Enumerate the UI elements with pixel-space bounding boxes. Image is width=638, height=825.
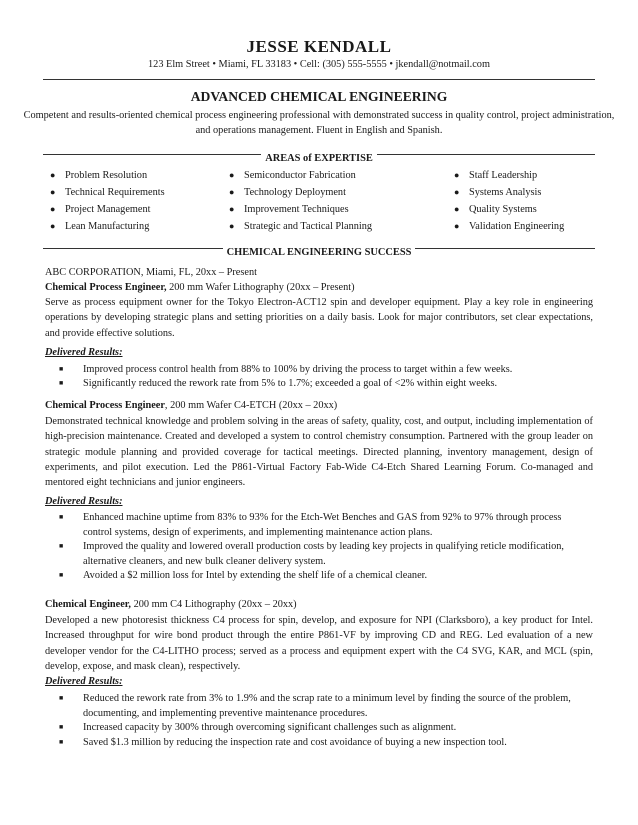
job-description: Serve as process equipment owner for the Tokyo Electron-ACT12 spin and developer equipment. Play a key role in engineering operations by developing strategic plans and setting priorities on a daily basis. Look for major contributors, set clear expectations, and provide effective solutions. [45, 297, 593, 339]
headline: ADVANCED CHEMICAL ENGINEERING [190, 89, 448, 104]
list-item: ● Validation Engineering [454, 218, 564, 235]
bullet-icon: ● [229, 170, 235, 180]
bullet-icon: ● [229, 204, 235, 214]
list-item: ● Project Management [50, 201, 165, 218]
bullet-icon: ● [50, 170, 56, 180]
square-bullet-icon: ■ [59, 365, 64, 373]
job-role: Chemical Process Engineer, [45, 282, 167, 293]
square-bullet-icon: ■ [59, 694, 64, 702]
delivered-results-label: Delivered Results: [45, 496, 123, 507]
job-detail: , 200 mm Wafer C4-ETCH (20xx – 20xx) [164, 400, 338, 411]
list-item: ● Technology Deployment [229, 184, 372, 201]
square-bullet-icon: ■ [59, 738, 64, 746]
bullet-icon: ● [50, 221, 56, 231]
candidate-name: JESSE KENDALL [246, 37, 392, 56]
list-item: ■ Increased capacity by 300% through overcoming significant challenges such as alignment. [83, 720, 593, 735]
job-description: Demonstrated technical knowledge and problem solving in the areas of safety, quality, cost, and output, including implementation of high-precision maintenance. Created and developed a system to control chemistry consumption. Partnered with the group leader on strategic module planning and provided coverage for tactical meetings. Directed planning, inventory management, design of experiments, and pilot execution. Led the P861-Virtual Factory Fab-Wide C4-Etch Shared Learning Forum. Co-managed and mentored eight technicians and junior engineers. [45, 416, 593, 489]
bullet-icon: ● [50, 204, 56, 214]
list-item: ■ Improved the quality and lowered overall production costs by leading key projects in qualifying reticle modification, alternative cleaners, and new bulk cleaner delivery system. [59, 541, 564, 568]
job-role: Chemical Process Engineer [45, 400, 165, 411]
list-item: ■ Avoided a $2 million loss for Intel by extending the shelf life of a chemical cleaner. [83, 568, 593, 583]
list-item: ■ Saved $1.3 million by reducing the inspection rate and cost avoidance of buying a new inspection tool. [83, 735, 593, 750]
contact-line: 123 Elm Street • Miami, FL 33183 • Cell: (305) 555-5555 • jkendall@notmail.com [148, 59, 490, 70]
job-detail: 200 mm Wafer Lithography (20xx – Present) [166, 282, 355, 293]
list-item: ● Improvement Techniques [229, 201, 372, 218]
list-item: ● Quality Systems [454, 201, 564, 218]
list-item: ● Staff Leadership [454, 167, 564, 184]
expertise-column-2 [229, 167, 372, 235]
bullet-icon: ● [454, 204, 460, 214]
square-bullet-icon: ■ [59, 723, 64, 731]
list-item: ■ Enhanced machine uptime from 83% to 93% for the Etch-Wet Benches and GAS from 92% to 97% through process control systems, design of experiments, and implementing maintenance action plans. [59, 512, 562, 539]
bullet-icon: ● [229, 187, 235, 197]
company-line: ABC CORPORATION, Miami, FL, 20xx – Present [45, 267, 257, 278]
expertise-heading: AREAS of EXPERTISE [261, 153, 377, 164]
list-item: ● Problem Resolution [50, 167, 165, 184]
list-item: ● Technical Requirements [50, 184, 165, 201]
bullet-icon: ● [454, 170, 460, 180]
bullet-icon: ● [50, 187, 56, 197]
list-item: ● Systems Analysis [454, 184, 564, 201]
list-item: ● Strategic and Tactical Planning [229, 218, 372, 235]
expertise-column-3 [454, 167, 564, 235]
header-divider [43, 79, 595, 80]
square-bullet-icon: ■ [59, 571, 64, 579]
bullet-icon: ● [229, 221, 235, 231]
square-bullet-icon: ■ [59, 542, 64, 550]
delivered-results-label: Delivered Results: [45, 347, 123, 358]
list-item: ■ Improved process control health from 88% to 100% by driving the process to target within a few weeks. [83, 362, 593, 377]
expertise-column-1 [50, 167, 165, 235]
job-title-line [45, 597, 297, 612]
square-bullet-icon: ■ [59, 379, 64, 387]
list-item: ■ Significantly reduced the rework rate from 5% to 1.7%; exceeded a goal of <2% within eight weeks. [83, 376, 593, 391]
summary-paragraph: Competent and results-oriented chemical process engineering professional with demonstrated success in quality control, project administration, and operations management. Fluent in English and Spanish. [23, 110, 615, 136]
bullet-icon: ● [454, 221, 460, 231]
list-item: ● Semiconductor Fabrication [229, 167, 372, 184]
job-description: Developed a new photoresist thickness C4 process for spin, develop, and exposure for NPI (Clarksboro), a key product for Intel. Increased throughput for wire bond product through the entire P861-VF by improving CD and REG. Led evaluation of a new developer vendor for the C4-LITHO process; served as a process and equipment expert with the C4 SVG, KAR, and MCL (spin, develop, expose, and mask clean), respectively. [45, 615, 593, 672]
list-item: ■ Reduced the rework rate from 3% to 1.9% and the scrap rate to a minimum level by finding the source of the problem, documenting, and implementing preventive maintenance procedures. [59, 693, 571, 720]
bullet-icon: ● [454, 187, 460, 197]
square-bullet-icon: ■ [59, 513, 64, 521]
delivered-results-label: Delivered Results: [45, 676, 123, 687]
experience-heading: CHEMICAL ENGINEERING SUCCESS [223, 247, 416, 258]
job-role: Chemical Engineer, [45, 599, 131, 610]
list-item: ● Lean Manufacturing [50, 218, 165, 235]
job-detail: 200 mm C4 Lithography (20xx – 20xx) [131, 599, 297, 610]
job-title-line [45, 280, 355, 295]
job-title-line [45, 398, 337, 413]
